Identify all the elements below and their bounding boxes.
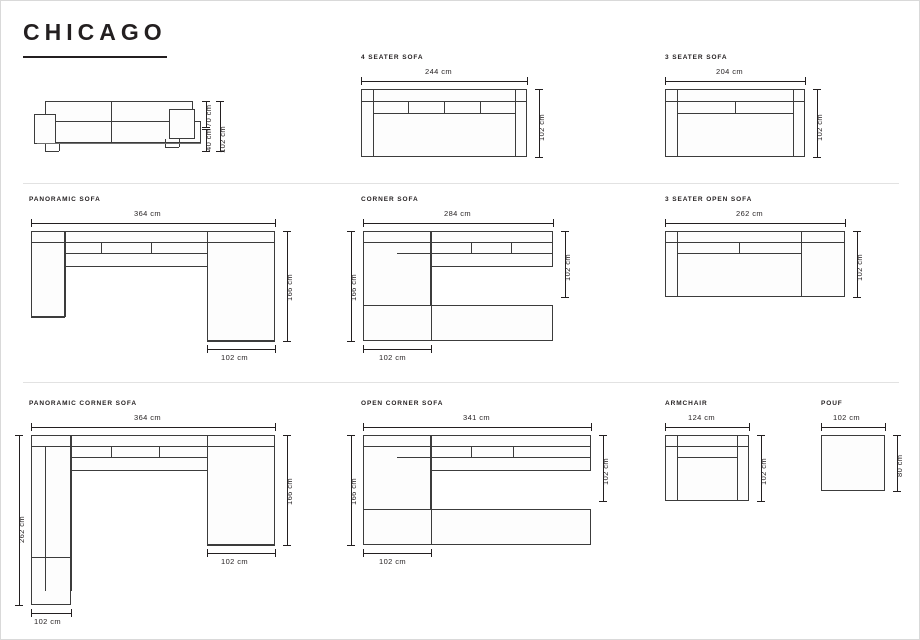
dim-3-seater-width: 204 cm (716, 67, 743, 76)
dim-3-seater-open-width: 262 cm (736, 209, 763, 218)
dim-panoramic-height: 166 cm (285, 274, 294, 301)
dim-pcs-depth-right: 102 cm (221, 557, 248, 566)
dim-corner-height-right: 102 cm (563, 254, 572, 281)
dim-armchair-width: 124 cm (688, 413, 715, 422)
hero-dim-102: 102 cm (218, 126, 227, 153)
dim-ocs-depth: 102 cm (379, 557, 406, 566)
dim-pcs-height-right: 166 cm (285, 478, 294, 505)
dim-pcs-width: 364 cm (134, 413, 161, 422)
label-4-seater-sofa: 4 SEATER SOFA (361, 54, 424, 61)
label-open-corner-sofa: OPEN CORNER SOFA (361, 400, 444, 407)
page-title: CHICAGO (23, 19, 167, 45)
dim-4-seater-height: 102 cm (537, 114, 546, 141)
dim-ocs-height-left: 166 cm (349, 478, 358, 505)
dim-3-seater-open-height: 102 cm (855, 254, 864, 281)
label-armchair: ARMCHAIR (665, 400, 708, 407)
dim-4-seater-width: 244 cm (425, 67, 452, 76)
dim-corner-width: 284 cm (444, 209, 471, 218)
dim-pouf-width: 102 cm (833, 413, 860, 422)
label-corner-sofa: CORNER SOFA (361, 196, 419, 203)
dim-ocs-width: 341 cm (463, 413, 490, 422)
dim-3-seater-height: 102 cm (815, 114, 824, 141)
label-pouf: POUF (821, 400, 843, 407)
dim-pouf-height: 80 cm (895, 454, 904, 477)
label-panoramic-sofa: PANORAMIC SOFA (29, 196, 101, 203)
hero-dim-70: 70 cm (204, 104, 213, 127)
hero-dim-40: 40 cm (204, 128, 213, 151)
dim-ocs-height-right: 102 cm (601, 458, 610, 485)
title-underline (23, 56, 167, 58)
dim-pcs-height-left: 262 cm (17, 516, 26, 543)
dim-pcs-depth-left: 102 cm (34, 617, 61, 626)
dim-panoramic-width: 364 cm (134, 209, 161, 218)
label-3-seater-sofa: 3 SEATER SOFA (665, 54, 728, 61)
label-panoramic-corner-sofa: PANORAMIC CORNER SOFA (29, 400, 137, 407)
dim-corner-height-left: 166 cm (349, 274, 358, 301)
dim-corner-depth: 102 cm (379, 353, 406, 362)
label-3-seater-open-sofa: 3 SEATER OPEN SOFA (665, 196, 753, 203)
dim-panoramic-depth: 102 cm (221, 353, 248, 362)
dim-armchair-height: 102 cm (759, 458, 768, 485)
